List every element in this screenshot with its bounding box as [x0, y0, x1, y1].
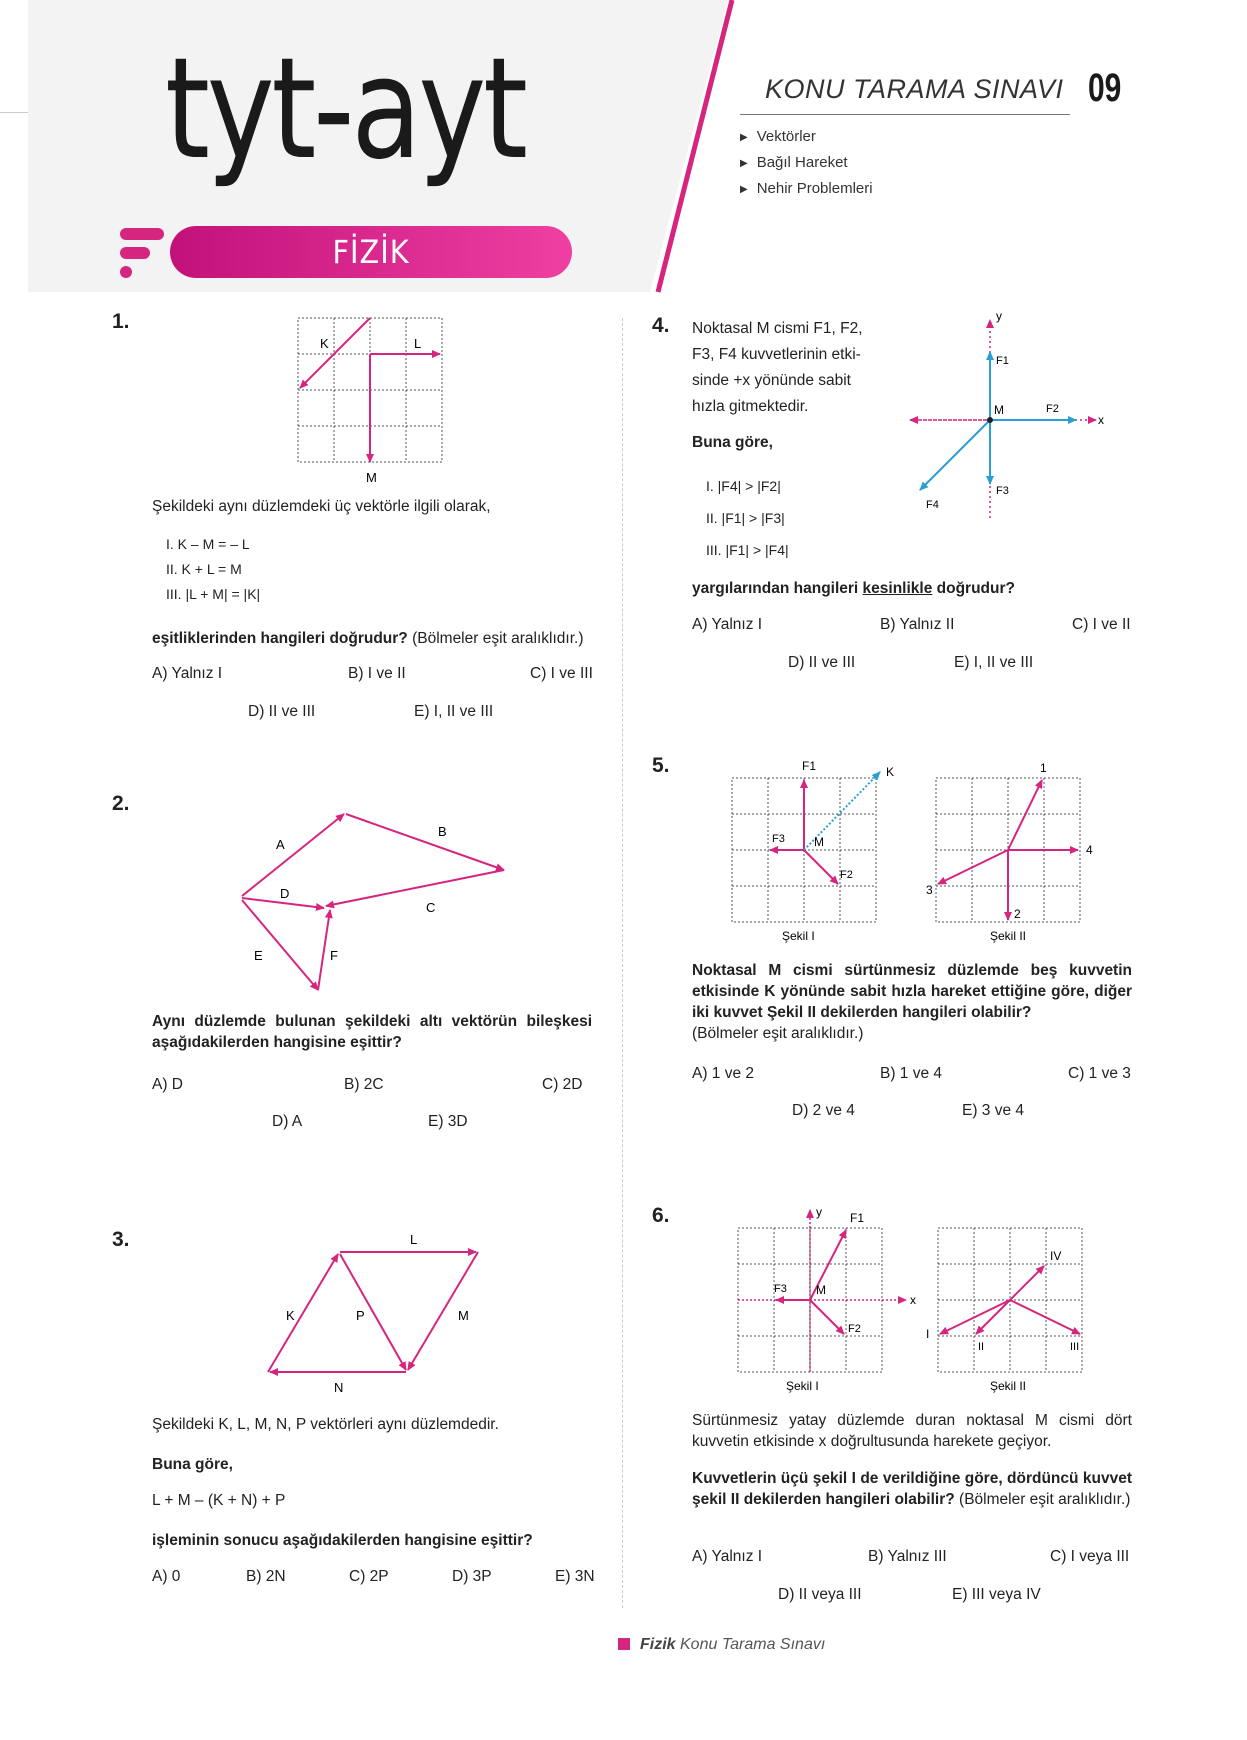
q2-text: Aynı düzlemde bulunan şekildeki altı vektörün bileşkesi aşağıdakilerden hangisine eşittir?: [152, 1013, 592, 1051]
q1-figure: [296, 316, 456, 486]
q2-vector-a: [242, 814, 344, 896]
q6-option-e[interactable]: E) III veya IV: [952, 1586, 1041, 1603]
q1-vector-k: [300, 318, 370, 388]
q3-label-l: L: [410, 1232, 418, 1247]
q6-option-d[interactable]: D) II veya III: [778, 1586, 862, 1603]
q1-statement: I. K – M = – L: [166, 536, 250, 552]
q4-statement: I. |F4| > |F2|: [706, 478, 781, 494]
q5-label-f3: F3: [772, 833, 785, 845]
exam-number: 09: [1088, 66, 1122, 110]
q3-option-c[interactable]: C) 2P: [349, 1568, 389, 1585]
q2-option-b[interactable]: B) 2C: [344, 1076, 384, 1093]
q1-label-k: K: [320, 336, 329, 351]
q6-label-iii: III: [1070, 1341, 1080, 1353]
q3-expression: L + M – (K + N) + P: [152, 1492, 286, 1509]
footer: [618, 1636, 825, 1654]
q6-caption-1: Şekil I: [786, 1379, 819, 1393]
q5-label-f1: F1: [802, 759, 817, 773]
q3-label-k: K: [286, 1308, 295, 1323]
q4-label-f4: F4: [926, 499, 939, 511]
q2-figure: [230, 800, 520, 1000]
q1-statements: [166, 532, 260, 607]
footer-square-icon: [618, 1638, 630, 1650]
q3-label-n: N: [334, 1380, 344, 1394]
topic-item: ▶ Vektörler: [740, 128, 873, 145]
q1-number: 1.: [112, 310, 130, 333]
q4-text-line: hızla gitmektedir.: [692, 398, 809, 415]
q3-figure: [262, 1224, 492, 1394]
q4-option-c[interactable]: C) I ve II: [1072, 616, 1131, 633]
q1-option-e[interactable]: E) I, II ve III: [414, 703, 494, 720]
q6-label-f3: F3: [774, 1283, 787, 1295]
q2-number: 2.: [112, 792, 130, 815]
q2-label-b: B: [438, 824, 447, 839]
q6-label-f2: F2: [848, 1323, 861, 1335]
q2-label-d: D: [280, 886, 290, 901]
q1-option-c[interactable]: C) I ve III: [530, 665, 593, 682]
q5-text: Noktasal M cismi sürtünmesiz düzlemde beş kuvvetin etkisinde K yönünde sabit hızla hareket ettiğine göre, diğer iki kuvvet Şekil II dekilerden hangileri olabilir?: [692, 962, 1132, 1021]
q1-statement: III. |L + M| = |K|: [166, 586, 261, 602]
header-diagonal: [560, 0, 760, 300]
q3-vector-p: [340, 1254, 406, 1370]
q3-option-e[interactable]: E) 3N: [555, 1568, 595, 1585]
q3-option-a[interactable]: A) 0: [152, 1568, 181, 1585]
q3-vector-k: [268, 1254, 338, 1372]
q5-label-k: K: [886, 765, 895, 779]
q5-caption-1: Şekil I: [782, 929, 815, 943]
q4-text: [692, 316, 863, 420]
q1-text: Şekildeki aynı düzlemdeki üç vektörle ilgili olarak,: [152, 498, 491, 515]
q6-label-x: x: [910, 1293, 916, 1307]
q2-label-f: F: [330, 948, 338, 963]
q5-option-d[interactable]: D) 2 ve 4: [792, 1102, 855, 1119]
q5-option-c[interactable]: C) 1 ve 3: [1068, 1065, 1131, 1082]
q5-caption-2: Şekil II: [990, 929, 1027, 943]
q5-option-a[interactable]: A) 1 ve 2: [692, 1065, 755, 1082]
q5-force-f2: [804, 850, 838, 884]
q3-text: Şekildeki K, L, M, N, P vektörleri aynı düzlemdedir.: [152, 1416, 499, 1433]
q4-force-f4: [920, 420, 990, 490]
q2-option-e[interactable]: E) 3D: [428, 1113, 468, 1130]
q6-figure-1: [730, 1204, 920, 1394]
exam-title: KONU TARAMA SINAVI: [765, 74, 1064, 104]
q6-option-force-iv: [1010, 1266, 1044, 1300]
topic-list: [740, 128, 873, 206]
q6-label-f1: F1: [850, 1211, 865, 1225]
q6-label-m: M: [816, 1283, 826, 1297]
q4-label-f2: F2: [1046, 403, 1059, 415]
q6-force-f2: [810, 1300, 844, 1334]
q5-label-1: 1: [1040, 761, 1047, 775]
q5-option-force-3: [938, 850, 1008, 884]
q6-number: 6.: [652, 1204, 670, 1227]
q6-option-c[interactable]: C) I veya III: [1050, 1548, 1130, 1565]
q4-question-under: kesinlikle: [862, 580, 933, 597]
q6-label-y: y: [816, 1205, 822, 1219]
q2-vector-e: [242, 900, 318, 990]
footer-subject: Fizik: [640, 1636, 676, 1653]
q6-label-ii: II: [978, 1341, 985, 1353]
q5-label-4: 4: [1086, 843, 1093, 857]
q6-text: Sürtünmesiz yatay düzlemde duran noktasal M cismi dört kuvvetin etkisinde x doğrultusunda harekete geçiyor.: [692, 1412, 1132, 1450]
q5-label-3: 3: [926, 883, 933, 897]
q4-text-line: F3, F4 kuvvetlerinin etki-: [692, 346, 861, 363]
q4-option-d[interactable]: D) II ve III: [788, 654, 856, 671]
q5-label-m: M: [814, 835, 824, 849]
q3-label-p: P: [356, 1308, 365, 1323]
q6-note: (Bölmeler eşit aralıklıdır.): [954, 1491, 1131, 1508]
q3-lead: Buna göre,: [152, 1456, 233, 1473]
q2-label-c: C: [426, 900, 436, 915]
topic-item: ▶ Nehir Problemleri: [740, 180, 873, 197]
q4-text-line: Noktasal M cismi F1, F2,: [692, 320, 863, 337]
q5-label-2: 2: [1014, 907, 1021, 921]
q4-figure: [900, 308, 1110, 528]
q4-statements: [706, 470, 789, 566]
q6-label-i: I: [926, 1327, 930, 1341]
q1-option-d[interactable]: D) II ve III: [248, 703, 316, 720]
q4-number: 4.: [652, 314, 670, 337]
q6-option-force-ii: [976, 1300, 1010, 1334]
q4-label-m: M: [994, 403, 1004, 417]
q4-option-a[interactable]: A) Yalnız I: [692, 616, 763, 633]
q1-label-m: M: [366, 470, 377, 485]
q3-number: 3.: [112, 1228, 130, 1251]
q5-label-f2: F2: [840, 869, 853, 881]
q3-question: işleminin sonucu aşağıdakilerden hangisine eşittir?: [152, 1532, 533, 1549]
q6-option-force-iii: [1010, 1300, 1080, 1334]
q4-label-x: x: [1098, 413, 1104, 427]
q6-question-main: Kuvvetlerin üçü şekil I de verildiğine göre, dördüncü kuvvet şekil II dekilerden hangileri olabilir?: [692, 1470, 1132, 1508]
q2-label-a: A: [276, 837, 285, 852]
column-divider: [622, 318, 623, 1608]
title-rule: [740, 114, 1070, 115]
q2-label-e: E: [254, 948, 263, 963]
q6-question: [692, 1468, 1132, 1510]
q6-option-a[interactable]: A) Yalnız I: [692, 1548, 763, 1565]
q5-figure-1: [722, 758, 902, 953]
q1-statement: II. K + L = M: [166, 561, 242, 577]
q5-note: (Bölmeler eşit aralıklıdır.): [692, 1025, 864, 1042]
q2-vector-c: [326, 870, 504, 906]
q1-question: [152, 628, 584, 649]
q3-label-m: M: [458, 1308, 469, 1323]
q2-option-c[interactable]: C) 2D: [542, 1076, 583, 1093]
q1-option-b[interactable]: B) I ve II: [348, 665, 406, 682]
brand-f-icon: [120, 228, 164, 278]
q4-statement: II. |F1| > |F3|: [706, 510, 785, 526]
q5-number: 5.: [652, 754, 670, 777]
subject-badge: FİZİK: [170, 226, 572, 278]
q1-label-l: L: [414, 336, 422, 351]
q5-option-force-1: [1008, 780, 1042, 850]
q4-question-pre: yargılarından hangileri: [692, 580, 863, 597]
logo-text: tyt-ayt: [165, 28, 525, 191]
q1-option-a[interactable]: A) Yalnız I: [152, 665, 223, 682]
q4-label-f1: F1: [996, 355, 1009, 367]
q2-option-a[interactable]: A) D: [152, 1076, 183, 1093]
q6-caption-2: Şekil II: [990, 1379, 1027, 1393]
q4-question: [692, 578, 1015, 599]
footer-title: Konu Tarama Sınavı: [675, 1636, 826, 1653]
q2-vector-b: [346, 814, 504, 870]
q2-vector-f: [318, 910, 330, 990]
q4-lead: Buna göre,: [692, 434, 773, 451]
q4-option-b[interactable]: B) Yalnız II: [880, 616, 955, 633]
q6-figure-2: [920, 1204, 1120, 1394]
q4-label-y: y: [996, 309, 1002, 323]
q4-option-e[interactable]: E) I, II ve III: [954, 654, 1034, 671]
q3-option-b[interactable]: B) 2N: [246, 1568, 286, 1585]
side-rule: [0, 112, 28, 113]
q4-text-line: sinde +x yönünde sabit: [692, 372, 851, 389]
q5-figure-2: [918, 758, 1108, 953]
q6-option-b[interactable]: B) Yalnız III: [868, 1548, 947, 1565]
q3-option-d[interactable]: D) 3P: [452, 1568, 492, 1585]
q2-option-d[interactable]: D) A: [272, 1113, 303, 1130]
q6-option-force-i: [940, 1300, 1010, 1334]
q4-label-f3: F3: [996, 485, 1009, 497]
q4-question-post: doğrudur?: [932, 580, 1015, 597]
topic-item: ▶ Bağıl Hareket: [740, 154, 873, 171]
q5-option-b[interactable]: B) 1 ve 4: [880, 1065, 943, 1082]
q1-note: (Bölmeler eşit aralıklıdır.): [407, 630, 584, 647]
q4-statement: III. |F1| > |F4|: [706, 542, 789, 558]
q5-option-e[interactable]: E) 3 ve 4: [962, 1102, 1025, 1119]
q1-question-main: eşitliklerinden hangileri doğrudur?: [152, 630, 408, 647]
q6-label-iv: IV: [1050, 1249, 1062, 1263]
